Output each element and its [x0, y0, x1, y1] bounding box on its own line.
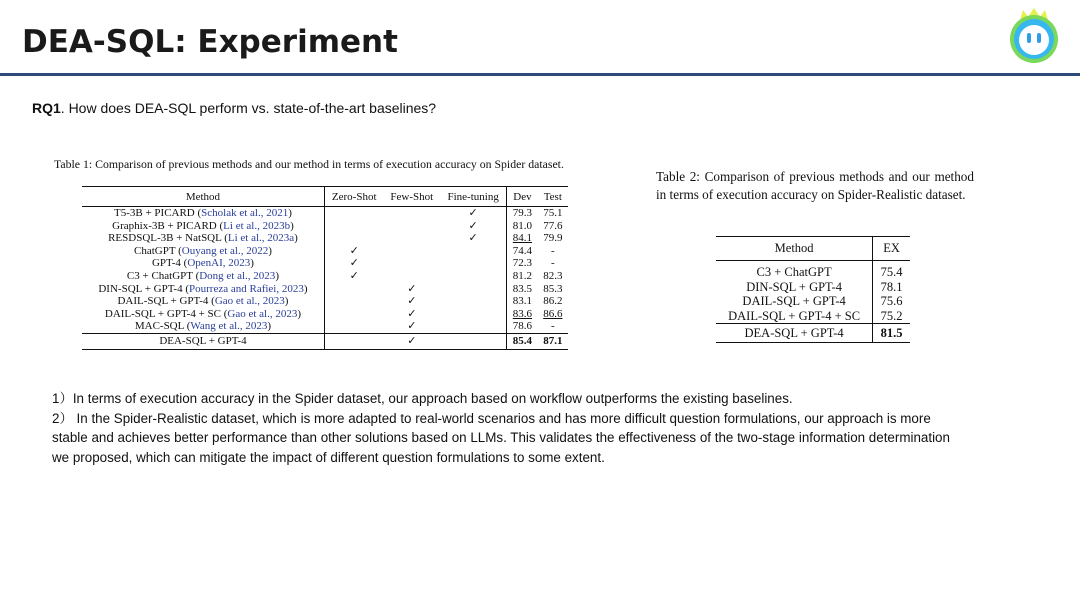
few-shot-cell: [384, 257, 441, 270]
method-cell: C3 + ChatGPT (Dong et al., 2023): [82, 270, 324, 283]
fine-tuning-cell: [440, 333, 507, 349]
zero-shot-cell: [324, 320, 383, 333]
dev-score-cell: 83.6: [512, 307, 533, 320]
test-score-cell: 87.1: [538, 333, 568, 349]
method-cell: DEA-SQL + GPT-4: [716, 324, 873, 343]
few-shot-cell: [384, 232, 441, 245]
method-citation: Wang et al., 2023: [190, 320, 268, 333]
test-score-cell: -: [550, 320, 555, 333]
table2-row: [716, 280, 910, 295]
method-citation: Li et al., 2023a: [227, 232, 295, 245]
method-cell: RESDSQL-3B + NatSQL (Li et al., 2023a): [82, 232, 324, 245]
zero-shot-cell: [324, 295, 383, 308]
dev-score-cell: 85.4: [507, 333, 538, 349]
ex-score-cell: 75.4: [880, 265, 903, 279]
table1-ours-row: [82, 333, 568, 349]
table1-row: [82, 283, 568, 296]
dev-score-cell: 79.3: [512, 207, 533, 219]
method-name: DAIL-SQL + GPT-4: [117, 295, 209, 308]
few-shot-cell: ✓: [384, 333, 441, 349]
table1-row: [82, 245, 568, 258]
test-score-cell: -: [550, 257, 555, 270]
method-name: T5-3B + PICARD: [113, 207, 195, 219]
test-score-cell: -: [550, 244, 555, 257]
method-cell: GPT-4 (OpenAI, 2023): [82, 257, 324, 270]
zero-shot-cell: [324, 283, 383, 296]
method-name: DAIL-SQL + GPT-4 + SC: [104, 307, 221, 320]
table1-header-method: Method: [82, 187, 324, 207]
zero-shot-cell: ✓: [349, 257, 359, 270]
zero-shot-cell: [324, 207, 383, 220]
dev-score-cell: 81.0: [512, 219, 533, 232]
test-score-cell: 82.3: [543, 269, 563, 282]
few-shot-cell: ✓: [407, 295, 417, 308]
table2-header-method: Method: [716, 237, 873, 261]
fine-tuning-cell: ✓: [440, 220, 507, 233]
test-score-cell: 77.6: [543, 219, 563, 232]
zero-shot-cell: [324, 220, 383, 233]
method-name: DIN-SQL + GPT-4: [98, 282, 183, 295]
table2-row: [716, 309, 910, 324]
table1-header-fine-tuning: Fine-tuning: [440, 187, 507, 207]
method-citation: Pourreza and Rafiei, 2023: [189, 282, 304, 295]
findings-text: [52, 389, 952, 467]
table1-row: [82, 257, 568, 270]
dev-score-cell: 74.4: [512, 244, 533, 257]
table1-row: [82, 295, 568, 308]
method-cell: DEA-SQL + GPT-4: [82, 333, 324, 349]
test-score-cell: 86.6: [543, 307, 563, 320]
table2-spider-realistic: [716, 236, 910, 343]
few-shot-cell: [384, 270, 441, 283]
table2-header-row: [716, 237, 910, 261]
zero-shot-cell: ✓: [349, 244, 359, 257]
table1-row: [82, 320, 568, 333]
method-citation: Scholak et al., 2021: [201, 207, 289, 219]
method-cell: DIN-SQL + GPT-4: [716, 280, 873, 295]
zero-shot-cell: [324, 308, 383, 321]
method-name: MAC-SQL: [134, 320, 184, 333]
table2-header-ex: EX: [873, 237, 910, 261]
method-cell: DAIL-SQL + GPT-4 (Gao et al., 2023): [82, 295, 324, 308]
few-shot-cell: ✓: [407, 282, 417, 295]
table1-header-test: Test: [538, 187, 568, 207]
title-underline: [0, 73, 1080, 76]
fine-tuning-cell: [440, 257, 507, 270]
test-score-cell: 79.9: [543, 232, 563, 245]
method-cell: DAIL-SQL + GPT-4 + SC: [716, 309, 873, 324]
research-question: [32, 100, 436, 116]
few-shot-cell: [384, 207, 441, 220]
slide-title: DEA-SQL: Experiment: [22, 24, 398, 60]
fine-tuning-cell: [440, 295, 507, 308]
method-name: RESDSQL-3B + NatSQL: [108, 232, 222, 245]
table1-header-zero-shot: Zero-Shot: [324, 187, 383, 207]
test-score-cell: 85.3: [543, 282, 563, 295]
method-cell: DAIL-SQL + GPT-4: [716, 294, 873, 309]
few-shot-cell: ✓: [407, 320, 417, 333]
zero-shot-cell: ✓: [349, 269, 359, 282]
ex-score-cell: 81.5: [873, 324, 910, 343]
method-name: Graphix-3B + PICARD: [112, 219, 217, 232]
table1-header-row: [82, 187, 568, 207]
mascot-logo-icon: [1006, 6, 1062, 64]
method-citation: Ouyang et al., 2022: [181, 244, 269, 257]
ex-score-cell: 75.2: [880, 308, 903, 323]
method-name: GPT-4: [151, 257, 181, 270]
method-cell: MAC-SQL (Wang et al., 2023): [82, 320, 324, 333]
dev-score-cell: 72.3: [512, 257, 533, 270]
table1-header-few-shot: Few-Shot: [384, 187, 441, 207]
table1-row: [82, 207, 568, 220]
dev-score-cell: 83.1: [512, 295, 533, 308]
finding-1: 1）In terms of execution accuracy in the Spider dataset, our approach based on workflow outperforms the existing baselines.: [52, 391, 793, 406]
fine-tuning-cell: [440, 308, 507, 321]
dev-score-cell: 81.2: [512, 269, 533, 282]
dev-score-cell: 78.6: [512, 320, 533, 333]
method-name: ChatGPT: [134, 244, 176, 257]
table1-spider: [82, 186, 568, 350]
table1-row: [82, 308, 568, 321]
fine-tuning-cell: [440, 245, 507, 258]
table2-caption: Table 2: Comparison of previous methods and our method in terms of execution accuracy on Spider-Realistic dataset.: [656, 169, 974, 202]
zero-shot-cell: [324, 333, 383, 349]
test-score-cell: 86.2: [543, 295, 563, 308]
dev-score-cell: 84.1: [512, 232, 533, 245]
method-citation: OpenAI, 2023: [187, 257, 251, 270]
table2-row: [716, 261, 910, 280]
rq-label: RQ1: [32, 100, 61, 116]
table1-caption: Table 1: Comparison of previous methods and our method in terms of execution accuracy on Spider dataset.: [54, 157, 564, 171]
method-name: C3 + ChatGPT: [126, 269, 193, 282]
method-cell: ChatGPT (Ouyang et al., 2022): [82, 245, 324, 258]
few-shot-cell: [384, 220, 441, 233]
method-cell: T5-3B + PICARD (Scholak et al., 2021): [82, 207, 324, 220]
fine-tuning-cell: [440, 320, 507, 333]
table2-row: [716, 294, 910, 309]
ex-score-cell: 78.1: [880, 279, 903, 294]
method-citation: Li et al., 2023b: [223, 219, 291, 232]
zero-shot-cell: [324, 232, 383, 245]
table1-row: [82, 220, 568, 233]
method-citation: Gao et al., 2023: [214, 295, 285, 308]
rq-text: . How does DEA-SQL perform vs. state-of-the-art baselines?: [60, 100, 437, 116]
finding-2: 2） In the Spider-Realistic dataset, which is more adapted to real-world scenarios and has more difficult question formulations, our approach is more stable and achieves better performance than other solutions based on LLMs. This validates the effectiveness of the two-stage information determination we proposed, which can mitigate the impact of different question formulations to some extent.: [52, 410, 950, 465]
few-shot-cell: [384, 245, 441, 258]
method-citation: Dong et al., 2023: [199, 269, 276, 282]
fine-tuning-cell: [440, 270, 507, 283]
dev-score-cell: 83.5: [512, 282, 533, 295]
table1-row: [82, 232, 568, 245]
table1-body: [82, 207, 568, 350]
table2-ours-row: [716, 324, 910, 343]
fine-tuning-cell: ✓: [440, 232, 507, 245]
fine-tuning-cell: [440, 283, 507, 296]
method-cell: Graphix-3B + PICARD (Li et al., 2023b): [82, 220, 324, 233]
test-score-cell: 75.1: [543, 207, 563, 219]
fine-tuning-cell: ✓: [440, 207, 507, 220]
table1-header-dev: Dev: [507, 187, 538, 207]
table1-row: [82, 270, 568, 283]
method-cell: DIN-SQL + GPT-4 (Pourreza and Rafiei, 2023): [82, 283, 324, 296]
method-cell: DAIL-SQL + GPT-4 + SC (Gao et al., 2023): [82, 308, 324, 321]
method-citation: Gao et al., 2023: [227, 307, 298, 320]
ex-score-cell: 75.6: [880, 294, 903, 308]
method-cell: C3 + ChatGPT: [716, 261, 873, 280]
table2-body: [716, 261, 910, 343]
few-shot-cell: ✓: [407, 307, 417, 320]
